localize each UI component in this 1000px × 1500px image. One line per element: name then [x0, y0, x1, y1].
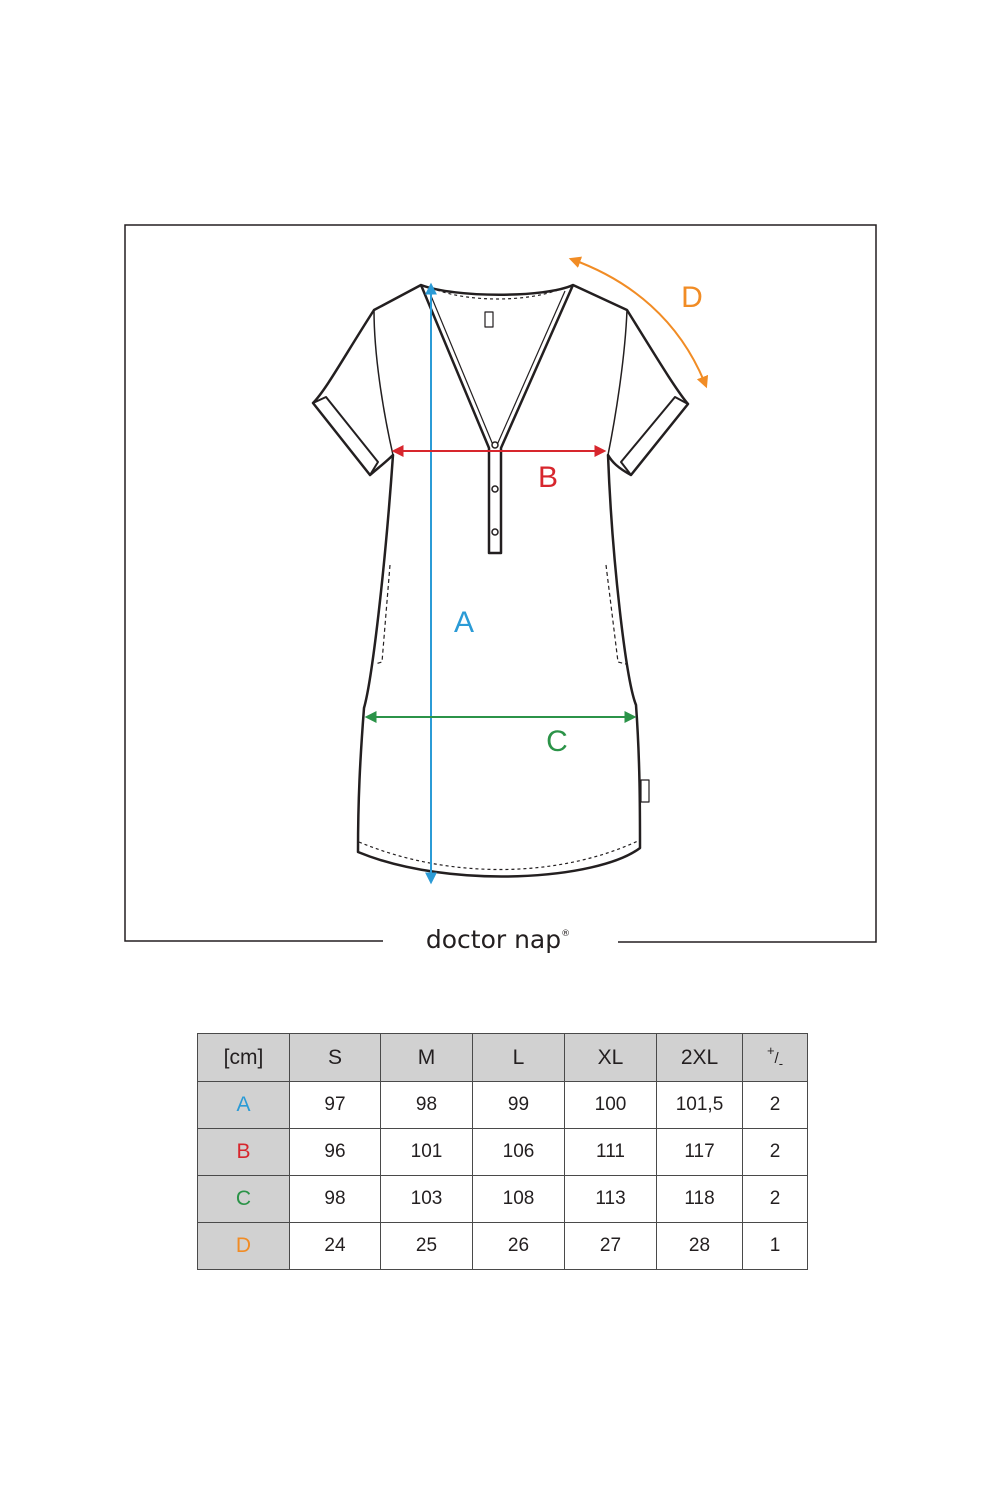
table-cell: 25: [381, 1223, 473, 1270]
size-header-m: M: [381, 1034, 473, 1082]
size-chart-table: [197, 1033, 808, 1270]
measure-label-d: D: [681, 281, 703, 314]
measure-label-c: C: [546, 725, 568, 758]
measure-arrow-d: [571, 259, 706, 386]
table-cell: 99: [473, 1082, 565, 1129]
row-label-d: D: [198, 1223, 290, 1270]
unit-header: [cm]: [198, 1034, 290, 1082]
row-label-a: A: [198, 1082, 290, 1129]
tolerance-cell: 1: [743, 1223, 808, 1270]
table-cell: 106: [473, 1129, 565, 1176]
table-cell: 98: [381, 1082, 473, 1129]
table-row: [198, 1176, 808, 1223]
tolerance-header: $^+/_-$: [743, 1034, 808, 1082]
measure-label-b: B: [537, 461, 559, 494]
table-cell: 97: [290, 1082, 381, 1129]
table-row: [198, 1082, 808, 1129]
table-cell: 113: [565, 1176, 657, 1223]
size-chart-header-row: [198, 1034, 808, 1082]
table-cell: 26: [473, 1223, 565, 1270]
brand-logo: doctor nap®: [425, 925, 571, 954]
table-cell: 28: [657, 1223, 743, 1270]
table-cell: 118: [657, 1176, 743, 1223]
table-cell: 24: [290, 1223, 381, 1270]
table-row: [198, 1129, 808, 1176]
tolerance-cell: 2: [743, 1082, 808, 1129]
row-label-c: C: [198, 1176, 290, 1223]
tolerance-cell: 2: [743, 1176, 808, 1223]
table-cell: 100: [565, 1082, 657, 1129]
table-cell: 98: [290, 1176, 381, 1223]
table-cell: 27: [565, 1223, 657, 1270]
table-cell: 111: [565, 1129, 657, 1176]
table-cell: 101,5: [657, 1082, 743, 1129]
placket-buttons: [492, 442, 498, 535]
table-row: [198, 1223, 808, 1270]
measure-label-a: A: [453, 606, 475, 639]
tolerance-cell: 2: [743, 1129, 808, 1176]
size-header-xl: XL: [565, 1034, 657, 1082]
size-header-2xl: 2XL: [657, 1034, 743, 1082]
dress-outline: [313, 285, 688, 877]
table-cell: 117: [657, 1129, 743, 1176]
table-cell: 103: [381, 1176, 473, 1223]
diagram-frame: [125, 225, 876, 942]
table-cell: 96: [290, 1129, 381, 1176]
row-label-b: B: [198, 1129, 290, 1176]
table-cell: 108: [473, 1176, 565, 1223]
table-cell: 101: [381, 1129, 473, 1176]
size-header-s: S: [290, 1034, 381, 1082]
size-header-l: L: [473, 1034, 565, 1082]
